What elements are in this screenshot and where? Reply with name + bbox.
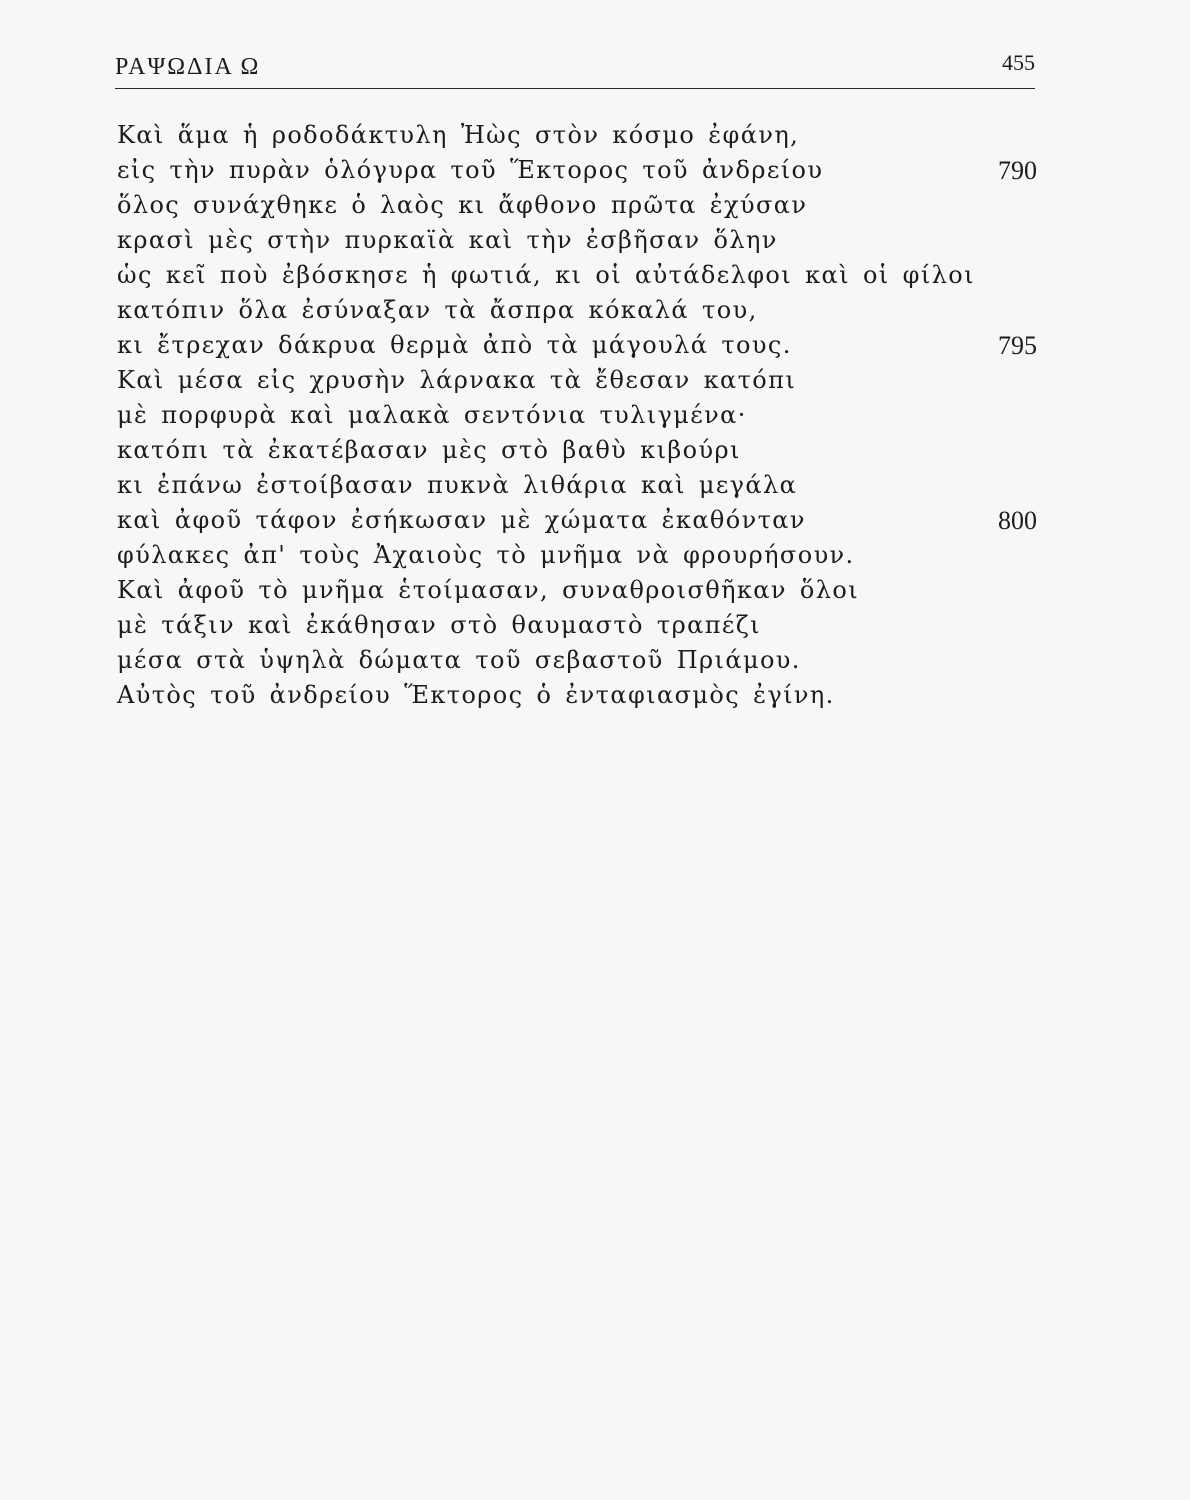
verse-line (117, 153, 1037, 188)
verse-text: μὲ πορφυρὰ καὶ μαλακὰ σεντόνια τυλιγμένα· (117, 401, 747, 429)
verse-line (117, 118, 1037, 153)
page-number: 455 (1002, 50, 1035, 75)
verse-text: κατόπι τὰ ἐκατέβασαν μὲς στὸ βαθὺ κιβούρι (117, 436, 741, 464)
verse-text: Αὐτὸς τοῦ ἀνδρείου Ἕκτορος ὁ ἐνταφιασμὸς ἐγίνη. (117, 681, 835, 709)
verse-text: μὲ τάξιν καὶ ἐκάθησαν στὸ θαυμαστὸ τραπέζι (117, 611, 761, 639)
verse-line (117, 678, 1037, 713)
verse-line (117, 188, 1037, 223)
line-number: 790 (998, 156, 1037, 185)
verse-block (117, 118, 1037, 713)
verse-line (117, 258, 1037, 293)
verse-line (117, 538, 1037, 573)
verse-line (117, 503, 1037, 538)
verse-line (117, 608, 1037, 643)
verse-text: κατόπιν ὅλα ἐσύναξαν τὰ ἄσπρα κόκαλά του, (117, 296, 758, 324)
line-number: 800 (998, 506, 1037, 535)
verse-text: φύλακες ἀπ' τοὺς Ἀχαιοὺς τὸ μνῆμα νὰ φρουρήσουν. (117, 541, 855, 569)
running-title: ΡΑΨΩΔΙΑ Ω (115, 54, 261, 80)
verse-text: εἰς τὴν πυρὰν ὁλόγυρα τοῦ Ἕκτορος τοῦ ἀνδρείου (117, 156, 824, 184)
verse-line (117, 573, 1037, 608)
verse-line (117, 223, 1037, 258)
line-number: 795 (998, 331, 1037, 360)
verse-text: κι ἐπάνω ἐστοίβασαν πυκνὰ λιθάρια καὶ μεγάλα (117, 471, 798, 499)
verse-line (117, 433, 1037, 468)
verse-line (117, 468, 1037, 503)
verse-text: ὡς κεῖ ποὺ ἐβόσκησε ἡ φωτιά, κι οἱ αὐτάδελφοι καὶ οἱ φίλοι (117, 261, 975, 289)
verse-line (117, 643, 1037, 678)
verse-text: ὅλος συνάχθηκε ὁ λαὸς κι ἄφθονο πρῶτα ἐχύσαν (117, 191, 808, 219)
verse-text: μέσα στὰ ὑψηλὰ δώματα τοῦ σεβαστοῦ Πριάμου. (117, 646, 801, 674)
verse-line (117, 293, 1037, 328)
verse-text: Καὶ μέσα εἰς χρυσὴν λάρνακα τὰ ἔθεσαν κατόπι (117, 366, 797, 394)
verse-text: καὶ ἀφοῦ τάφον ἐσήκωσαν μὲ χώματα ἐκαθόνταν (117, 506, 806, 534)
verse-line (117, 363, 1037, 398)
verse-text: Καὶ ἀφοῦ τὸ μνῆμα ἑτοίμασαν, συναθροισθῆκαν ὅλοι (117, 576, 860, 604)
verse-line (117, 398, 1037, 433)
verse-text: κρασὶ μὲς στὴν πυρκαϊὰ καὶ τὴν ἐσβῆσαν ὅλην (117, 226, 778, 254)
verse-text: Καὶ ἅμα ἡ ροδοδάκτυλη Ἠὼς στὸν κόσμο ἐφάνη, (117, 121, 800, 149)
verse-text: κι ἔτρεχαν δάκρυα θερμὰ ἀπὸ τὰ μάγουλά τους. (117, 331, 792, 359)
verse-line (117, 328, 1037, 363)
page-header (115, 48, 1035, 89)
